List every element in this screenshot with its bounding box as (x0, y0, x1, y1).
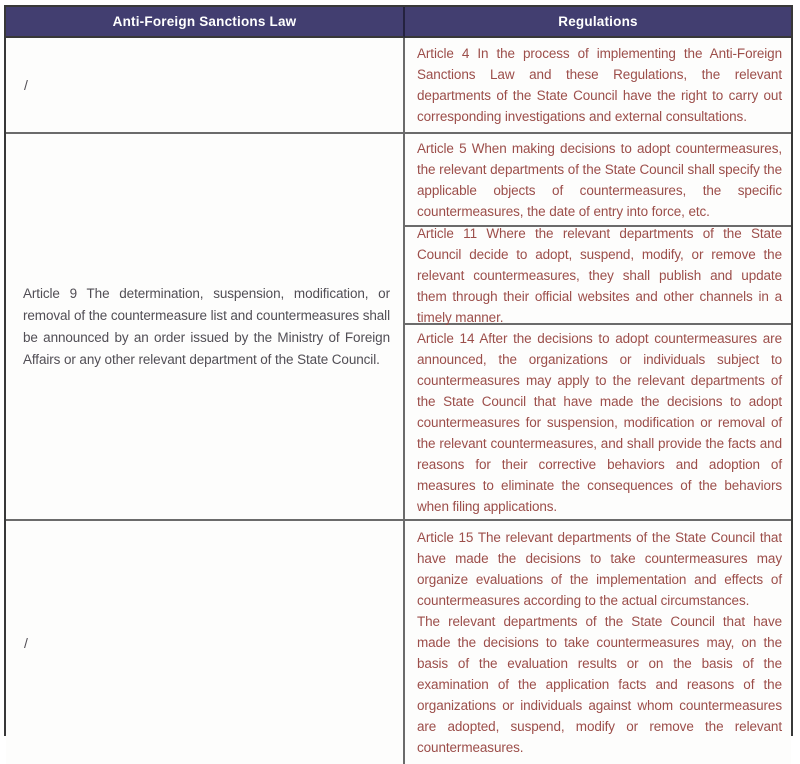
slash-placeholder: / (24, 77, 28, 93)
law-cell-article-9 (6, 134, 405, 521)
article-15-text (405, 521, 791, 764)
article-11-paragraph: Article 11 Where the relevant departments of the State Council decide to adopt, suspend, modify, or remove the relevant countermeasures, they shall publish and update them through their official websites and other channels in a timely manner. (417, 225, 782, 325)
article-11-text (405, 217, 791, 334)
article-9-paragraph: Article 9 The determination, suspension, modification, or removal of the countermeasure list and countermeasures shall be announced by an order issued by the Ministry of Foreign Affairs or any other relevant department of the State Council. (23, 285, 390, 367)
regulation-cell-article-11 (405, 227, 791, 325)
article-14-paragraph: Article 14 After the decisions to adopt countermeasures are announced, the organizations or individuals subject to countermeasures may apply to the relevant departments of the State Council that have made the decisions to adopt countermeasures for suspension, modification or removal of the relevant countermeasures, and shall provide the facts and reasons for their corrective behaviors and adoption of measures to eliminate the consequences of the behaviors when filing applications. (417, 330, 782, 514)
article-4-text (405, 37, 791, 133)
article-5-text (405, 132, 791, 228)
article-9-text (6, 265, 403, 388)
regulation-cell-article-14 (405, 325, 791, 521)
article-14-text (405, 322, 791, 523)
article-4-paragraph: Article 4 In the process of implementing the Anti-Foreign Sanctions Law and these Regulations, the relevant departments of the State Council have the right to carry out corresponding investigations and external consultations. (417, 46, 782, 124)
regulation-cell-article-15 (405, 521, 791, 764)
article-5-paragraph: Article 5 When making decisions to adopt countermeasures, the relevant departments of the State Council shall specify the applicable objects of countermeasures, the specific countermeasures, the date of entry into force, etc. (417, 140, 782, 219)
regulation-cell-article-4 (405, 38, 791, 134)
header-cell-law (6, 7, 405, 38)
header-law-label: Anti-Foreign Sanctions Law (112, 14, 297, 29)
law-regulations-comparison-table (4, 5, 793, 755)
slash-placeholder: / (24, 634, 28, 651)
article-15-paragraph-1: Article 15 The relevant departments of the State Council that have made the decisions to take countermeasures may organize evaluations of the implementation and effects of countermeasures according to the actual circumstances. (417, 530, 782, 608)
regulation-cell-article-5 (405, 134, 791, 227)
article-15-paragraph-2: The relevant departments of the State Council that have made the decisions to take countermeasures may, on the basis of the evaluation results or on the basis of the examination of the application facts and reasons of the organizations or individuals against whom countermeasures are adopted, suspend, modify or remove the relevant countermeasures. (417, 614, 782, 755)
header-regulations-label: Regulations (558, 14, 638, 29)
law-cell-row3-empty (6, 521, 405, 764)
law-cell-row1-empty (6, 38, 405, 134)
header-cell-regulations (405, 7, 791, 38)
